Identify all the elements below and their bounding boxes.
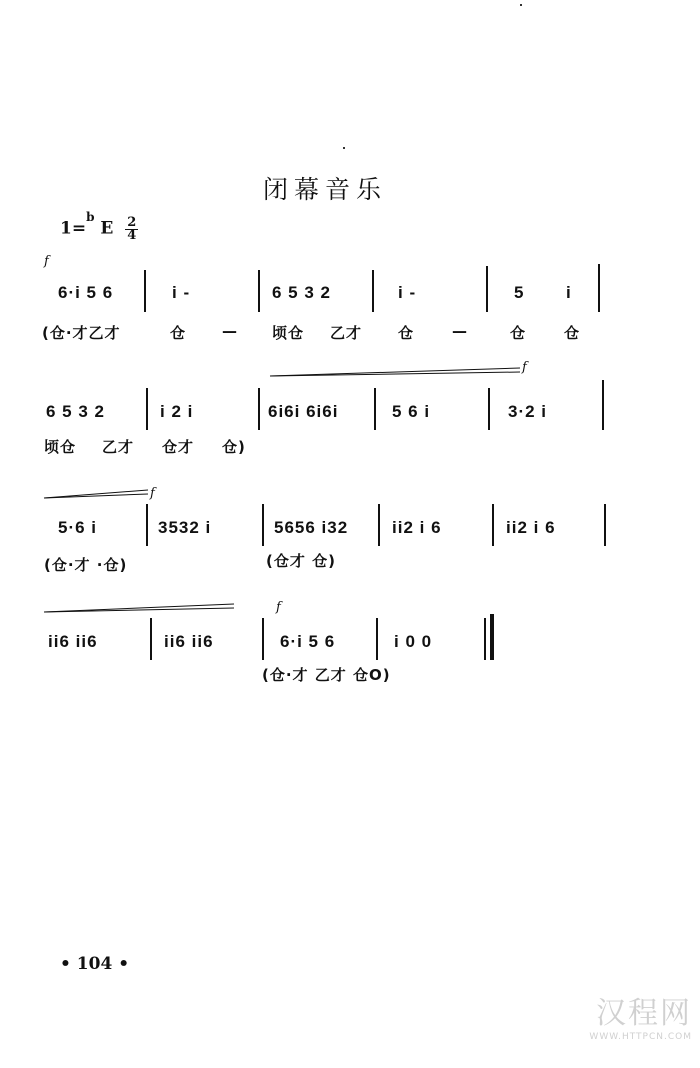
barline [372,270,374,312]
dynamic-forte: f [150,486,155,501]
notation-measure: 6 5 3 2 [272,283,331,302]
notation-measure: i - [172,283,191,302]
barline [598,264,600,312]
crescendo-hairpin [270,368,532,380]
dynamic-forte: f [44,254,49,269]
notation-measure: ii2 i 6 [506,518,556,537]
speck [520,4,522,6]
dynamic-forte: f [276,600,281,615]
time-signature [125,214,138,243]
barline [378,504,380,546]
notation-measure: 3·2 i [508,402,548,421]
watermark [589,988,692,1042]
percussion-syllable: 乙才 [330,324,363,342]
notation-measure: ii2 i 6 [392,518,442,537]
key-prefix: 1= [60,218,87,239]
barline [486,266,488,312]
speck [343,147,345,149]
time-denominator: 4 [127,227,137,243]
notation-measure: ii6 ii6 [48,632,98,651]
watermark-site: 汉程网 [596,996,692,1031]
percussion-syllable: 仓 [398,324,415,342]
percussion-syllable: 仓 [170,324,187,342]
barline [488,388,490,430]
watermark-url: WWW.HTTPCN.COM [589,1032,692,1042]
barline [262,504,264,546]
barline [150,618,152,660]
notation-measure: 5656 i32 [274,518,349,537]
notation-measure: 5 [514,283,525,302]
page-number: • 104 • [60,954,130,974]
barline [602,380,604,430]
page-title: 闭幕音乐 [262,175,387,204]
final-barline-thin [484,618,486,660]
notation-measure: ii6 ii6 [164,632,214,651]
dynamic-forte: f [522,360,527,375]
percussion-syllable: 仓 [510,324,527,342]
percussion-syllable: 顷仓 [272,324,305,342]
percussion-syllable: (仓·才 乙才 仓O) [262,666,391,684]
percussion-syllable: 仓才 [162,438,195,456]
notation-measure: 6·i 5 6 [280,632,336,651]
barline [258,388,260,430]
notation-measure: 6i6i 6i6i [268,402,339,421]
percussion-syllable: (仓·才 ·仓) [44,556,128,574]
barline [376,618,378,660]
notation-measure: 5·6 i [58,518,98,537]
flat-sign: b [86,210,95,224]
notation-measure: i [566,283,572,302]
key-signature [60,210,138,243]
barline [262,618,264,660]
notation-measure: i 2 i [160,402,194,421]
percussion-syllable: — [452,322,468,340]
notation-measure: i - [398,283,417,302]
percussion-syllable: — [222,322,238,340]
time-numerator: 2 [127,214,137,230]
percussion-syllable: 仓) [222,438,246,456]
barline [146,388,148,430]
percussion-syllable: 仓 [564,324,581,342]
percussion-syllable: 乙才 [102,438,135,456]
notation-measure: 6·i 5 6 [58,283,114,302]
barline [144,270,146,312]
crescendo-hairpin [44,490,154,502]
barline [492,504,494,546]
percussion-syllable: 顷仓 [44,438,77,456]
percussion-syllable: (仓·才乙才 [42,324,121,342]
final-barline-thick [490,614,494,660]
barline [604,504,606,546]
notation-measure: 5 6 i [392,402,431,421]
key-note: E [100,218,114,239]
barline [374,388,376,430]
barline [258,270,260,312]
barline [146,504,148,546]
percussion-syllable: (仓才 仓) [266,552,336,570]
notation-measure: 3532 i [158,518,212,537]
notation-measure: 6 5 3 2 [46,402,105,421]
crescendo-hairpin [44,604,240,616]
notation-measure: i 0 0 [394,632,433,651]
